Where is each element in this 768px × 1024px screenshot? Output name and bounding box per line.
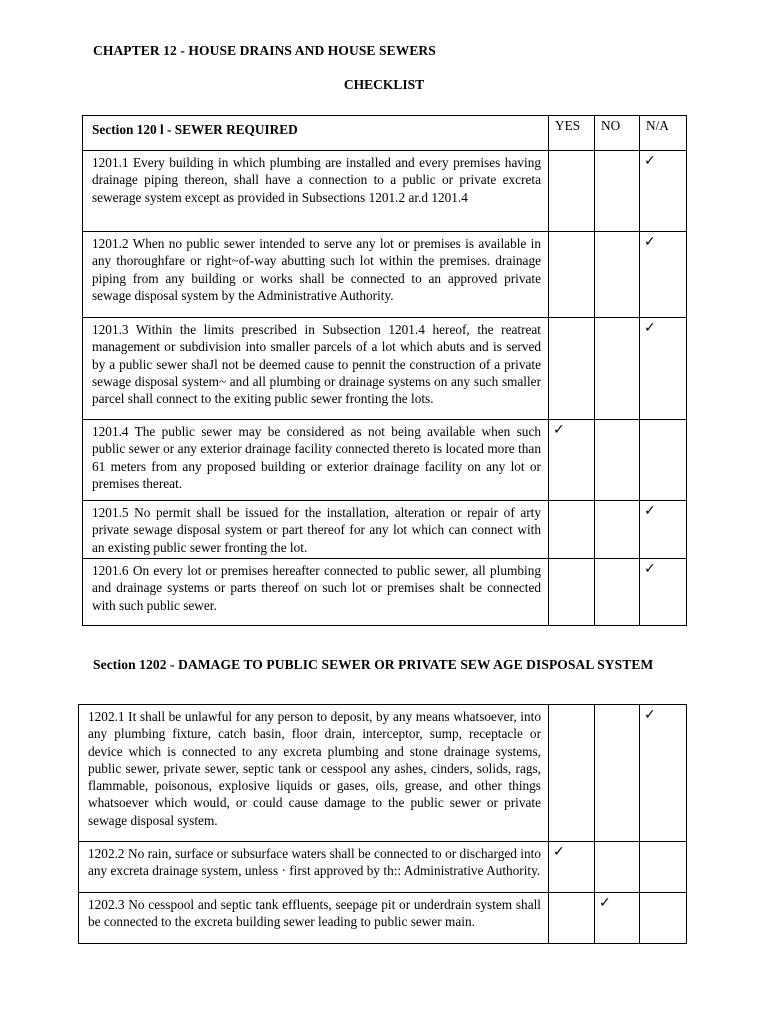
requirement-text: 1202.2 No rain, surface or subsurface waters shall be connected to or discharged into any excreta drainage system, unless · first approved by th:: Administrative Authority.: [79, 842, 549, 893]
cell-no[interactable]: [595, 559, 640, 626]
cell-yes[interactable]: [549, 151, 595, 232]
cell-na[interactable]: [640, 893, 687, 944]
requirement-text: 1202.1 It shall be unlawful for any person to deposit, by any means whatsoever, into any plumbing fixture, catch basin, floor drain, interceptor, sump, receptacle or device which is connected to any excreta plumbing and stone drainage systems, public sewer, private sewer, septic tank or cesspool any ashes, cinders, solids, rags, flammable, poisonous, explosive liquids or gases, oils, grease, and other things whatsoever which would, or could cause damage to the public sewer or private sewage disposal system.: [79, 705, 549, 842]
section-header-row: [83, 116, 687, 151]
cell-yes[interactable]: [549, 559, 595, 626]
cell-na[interactable]: [640, 842, 687, 893]
checklist-row: [83, 559, 687, 626]
col-yes-header: YES: [549, 116, 595, 151]
checklist-row: [79, 893, 687, 944]
cell-yes[interactable]: [549, 705, 595, 842]
cell-na[interactable]: [640, 420, 687, 501]
section-heading: Section 120 l - SEWER REQUIRED: [83, 116, 549, 151]
checklist-row: [83, 318, 687, 420]
checklist-row: [79, 705, 687, 842]
requirement-text: 1202.3 No cesspool and septic tank effluents, seepage pit or underdrain system shall be connected to the excreta building sewer leading to public sewer main.: [79, 893, 549, 944]
check-icon: ✓: [644, 561, 656, 577]
requirement-text: 1201.5 No permit shall be issued for the installation, alteration or repair of arty private sewage disposal system or part thereof for any lot which can connect with an existing public sewer fronting the lot.: [83, 501, 549, 559]
cell-yes[interactable]: [549, 501, 595, 559]
cell-no[interactable]: [595, 842, 640, 893]
check-icon: ✓: [644, 503, 656, 519]
chapter-title: CHAPTER 12 - HOUSE DRAINS AND HOUSE SEWERS: [93, 43, 436, 58]
cell-no[interactable]: [595, 318, 640, 420]
cell-no[interactable]: [595, 420, 640, 501]
check-icon: ✓: [644, 234, 656, 250]
cell-yes[interactable]: [549, 420, 595, 501]
cell-yes[interactable]: [549, 232, 595, 318]
col-na-header: N/A: [640, 116, 687, 151]
checklist-row: [83, 151, 687, 232]
cell-yes[interactable]: [549, 842, 595, 893]
cell-na[interactable]: [640, 151, 687, 232]
check-icon: ✓: [553, 422, 565, 438]
requirement-text: 1201.3 Within the limits prescribed in Subsection 1201.4 hereof, the reatreat management or subdivision into smaller parcels of a lot which abuts and is served by a public sewer shaJl not be deemed cause to pennit the construction of a private sewage disposal system~ and all plumbing or drainage systems on any such smaller parcel shall connect to the exiting public sewer fronting the lots.: [83, 318, 549, 420]
check-icon: ✓: [599, 895, 611, 911]
check-icon: ✓: [644, 153, 656, 169]
cell-na[interactable]: [640, 559, 687, 626]
section-1202-heading: Section 1202 - DAMAGE TO PUBLIC SEWER OR PRIVATE SEW AGE DISPOSAL SYSTEM: [93, 657, 654, 672]
checklist-title: CHECKLIST: [343, 77, 425, 92]
check-icon: ✓: [644, 707, 656, 723]
cell-na[interactable]: [640, 318, 687, 420]
cell-na[interactable]: [640, 705, 687, 842]
requirement-text: 1201.6 On every lot or premises hereafter connected to public sewer, all plumbing and drainage systems or parts thereof on such lot or premises shalt be connected with such public sewer.: [83, 559, 549, 626]
section-rows: [83, 151, 687, 626]
cell-no[interactable]: [595, 705, 640, 842]
cell-no[interactable]: [595, 893, 640, 944]
requirement-text: 1201.1 Every building in which plumbing are installed and every premises having drainage piping thereon, shall have a connection to a public or private excreta sewerage system except as provided in Subsections 1201.2 ar.d 1201.4: [83, 151, 549, 232]
cell-no[interactable]: [595, 232, 640, 318]
checklist-row: [83, 420, 687, 501]
checklist-row: [83, 501, 687, 559]
cell-no[interactable]: [595, 501, 640, 559]
section-rows: [79, 705, 687, 944]
section-1202-table: [78, 704, 687, 944]
checklist-row: [79, 842, 687, 893]
cell-na[interactable]: [640, 501, 687, 559]
requirement-text: 1201.2 When no public sewer intended to serve any lot or premises is available in any thoroughfare or right~of-way abutting such lot within the premises. drainage piping from any building or works shall be connected to an approved private sewage disposal system by the Administrative Authority.: [83, 232, 549, 318]
cell-yes[interactable]: [549, 318, 595, 420]
check-icon: ✓: [644, 320, 656, 336]
cell-no[interactable]: [595, 151, 640, 232]
checklist-row: [83, 232, 687, 318]
cell-yes[interactable]: [549, 893, 595, 944]
col-no-header: NO: [595, 116, 640, 151]
section-1201-table: [82, 115, 687, 626]
check-icon: ✓: [553, 844, 565, 860]
cell-na[interactable]: [640, 232, 687, 318]
requirement-text: 1201.4 The public sewer may be considered as not being available when such public sewer or any exterior drainage facility connected thereto is located more than 61 meters from any proposed building or exterior drainage facility on any lot or premises thereat.: [83, 420, 549, 501]
